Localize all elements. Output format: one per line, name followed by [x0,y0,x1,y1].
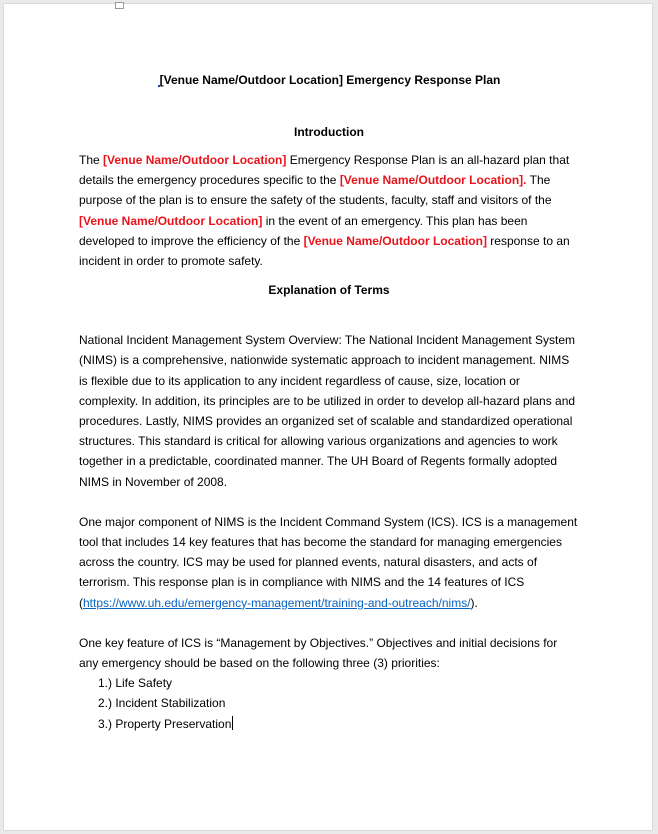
objectives-paragraph: One key feature of ICS is “Management by Objectives.” Objectives and initial decisions for any emergency should be based on the following three (3) priorities: [79,635,558,671]
intro-text-5: response to an incident in order to promote safety. [79,233,570,269]
venue-placeholder-3: [Venue Name/Outdoor Location] [79,213,263,228]
ics-text: One major component of NIMS is the Incident Command System (ICS). ICS is a management tool that includes 14 key features that has become the standard for managing emergencies across the country. ICS may be used for planned events, natural disasters, and acts of terrorism. This response plan is in compliance with NIMS and the 14 features of ICS ( [79,514,578,610]
venue-placeholder-4: [Venue Name/Outdoor Location] [303,233,487,248]
document-title [79,70,579,90]
paragraph-spacer [79,613,579,633]
nims-link[interactable]: https://www.uh.edu/emergency-management/training-and-outreach/nims/ [83,595,471,610]
ics-text-end: ). [470,595,478,610]
nims-overview-paragraph: National Incident Management System Overview: The National Incident Management System (NIMS) is a comprehensive, nationwide systematic approach to incident management. NIMS is flexible due to its application to any incident regardless of cause, size, location or complexity. In addition, its principles are to be utilized in order to develop all-hazard plans and procedures. Lastly, NIMS provides an organized set of scalable and standardized operational structures. This standard is critical for allowing various organizations and agencies to work together in a predictable, coordinated manner. The UH Board of Regents formally adopted NIMS in November of 2008. [79,333,576,489]
intro-text-1: The [79,153,104,167]
intro-text-3: The purpose of the plan is to ensure the safety of the students, faculty, staff and visitors of the [79,173,552,208]
priority-item-text: 3.) Property Preservation [98,716,232,731]
priorities-list [79,673,579,734]
document-page[interactable] [4,4,652,830]
introduction-paragraph [79,150,579,271]
venue-placeholder-1: [Venue Name/Outdoor Location] [103,153,287,167]
ruler-marker-icon [115,2,124,9]
intro-text-4: in the event of an emergency. This plan has been developed to improve the efficiency of the [79,213,528,248]
terms-heading: Explanation of Terms [268,283,390,298]
venue-placeholder-2: [Venue Name/Outdoor Location]. [339,173,527,188]
text-caret-icon [232,716,233,730]
priority-item-incident-stabilization: 2.) Incident Stabilization [98,696,226,711]
intro-text-2: Emergency Response Plan is an all-hazard plan that details the emergency procedures specific to the [79,153,570,188]
introduction-heading: Introduction [294,125,364,139]
priority-item-life-safety: 1.) Life Safety [98,676,173,691]
priority-item-property-preservation [98,714,579,734]
ics-paragraph [79,512,579,613]
document-body[interactable] [79,70,579,734]
paragraph-spacer [79,492,579,512]
document-title-text: [Venue Name/Outdoor Location] Emergency Response Plan [159,73,501,87]
